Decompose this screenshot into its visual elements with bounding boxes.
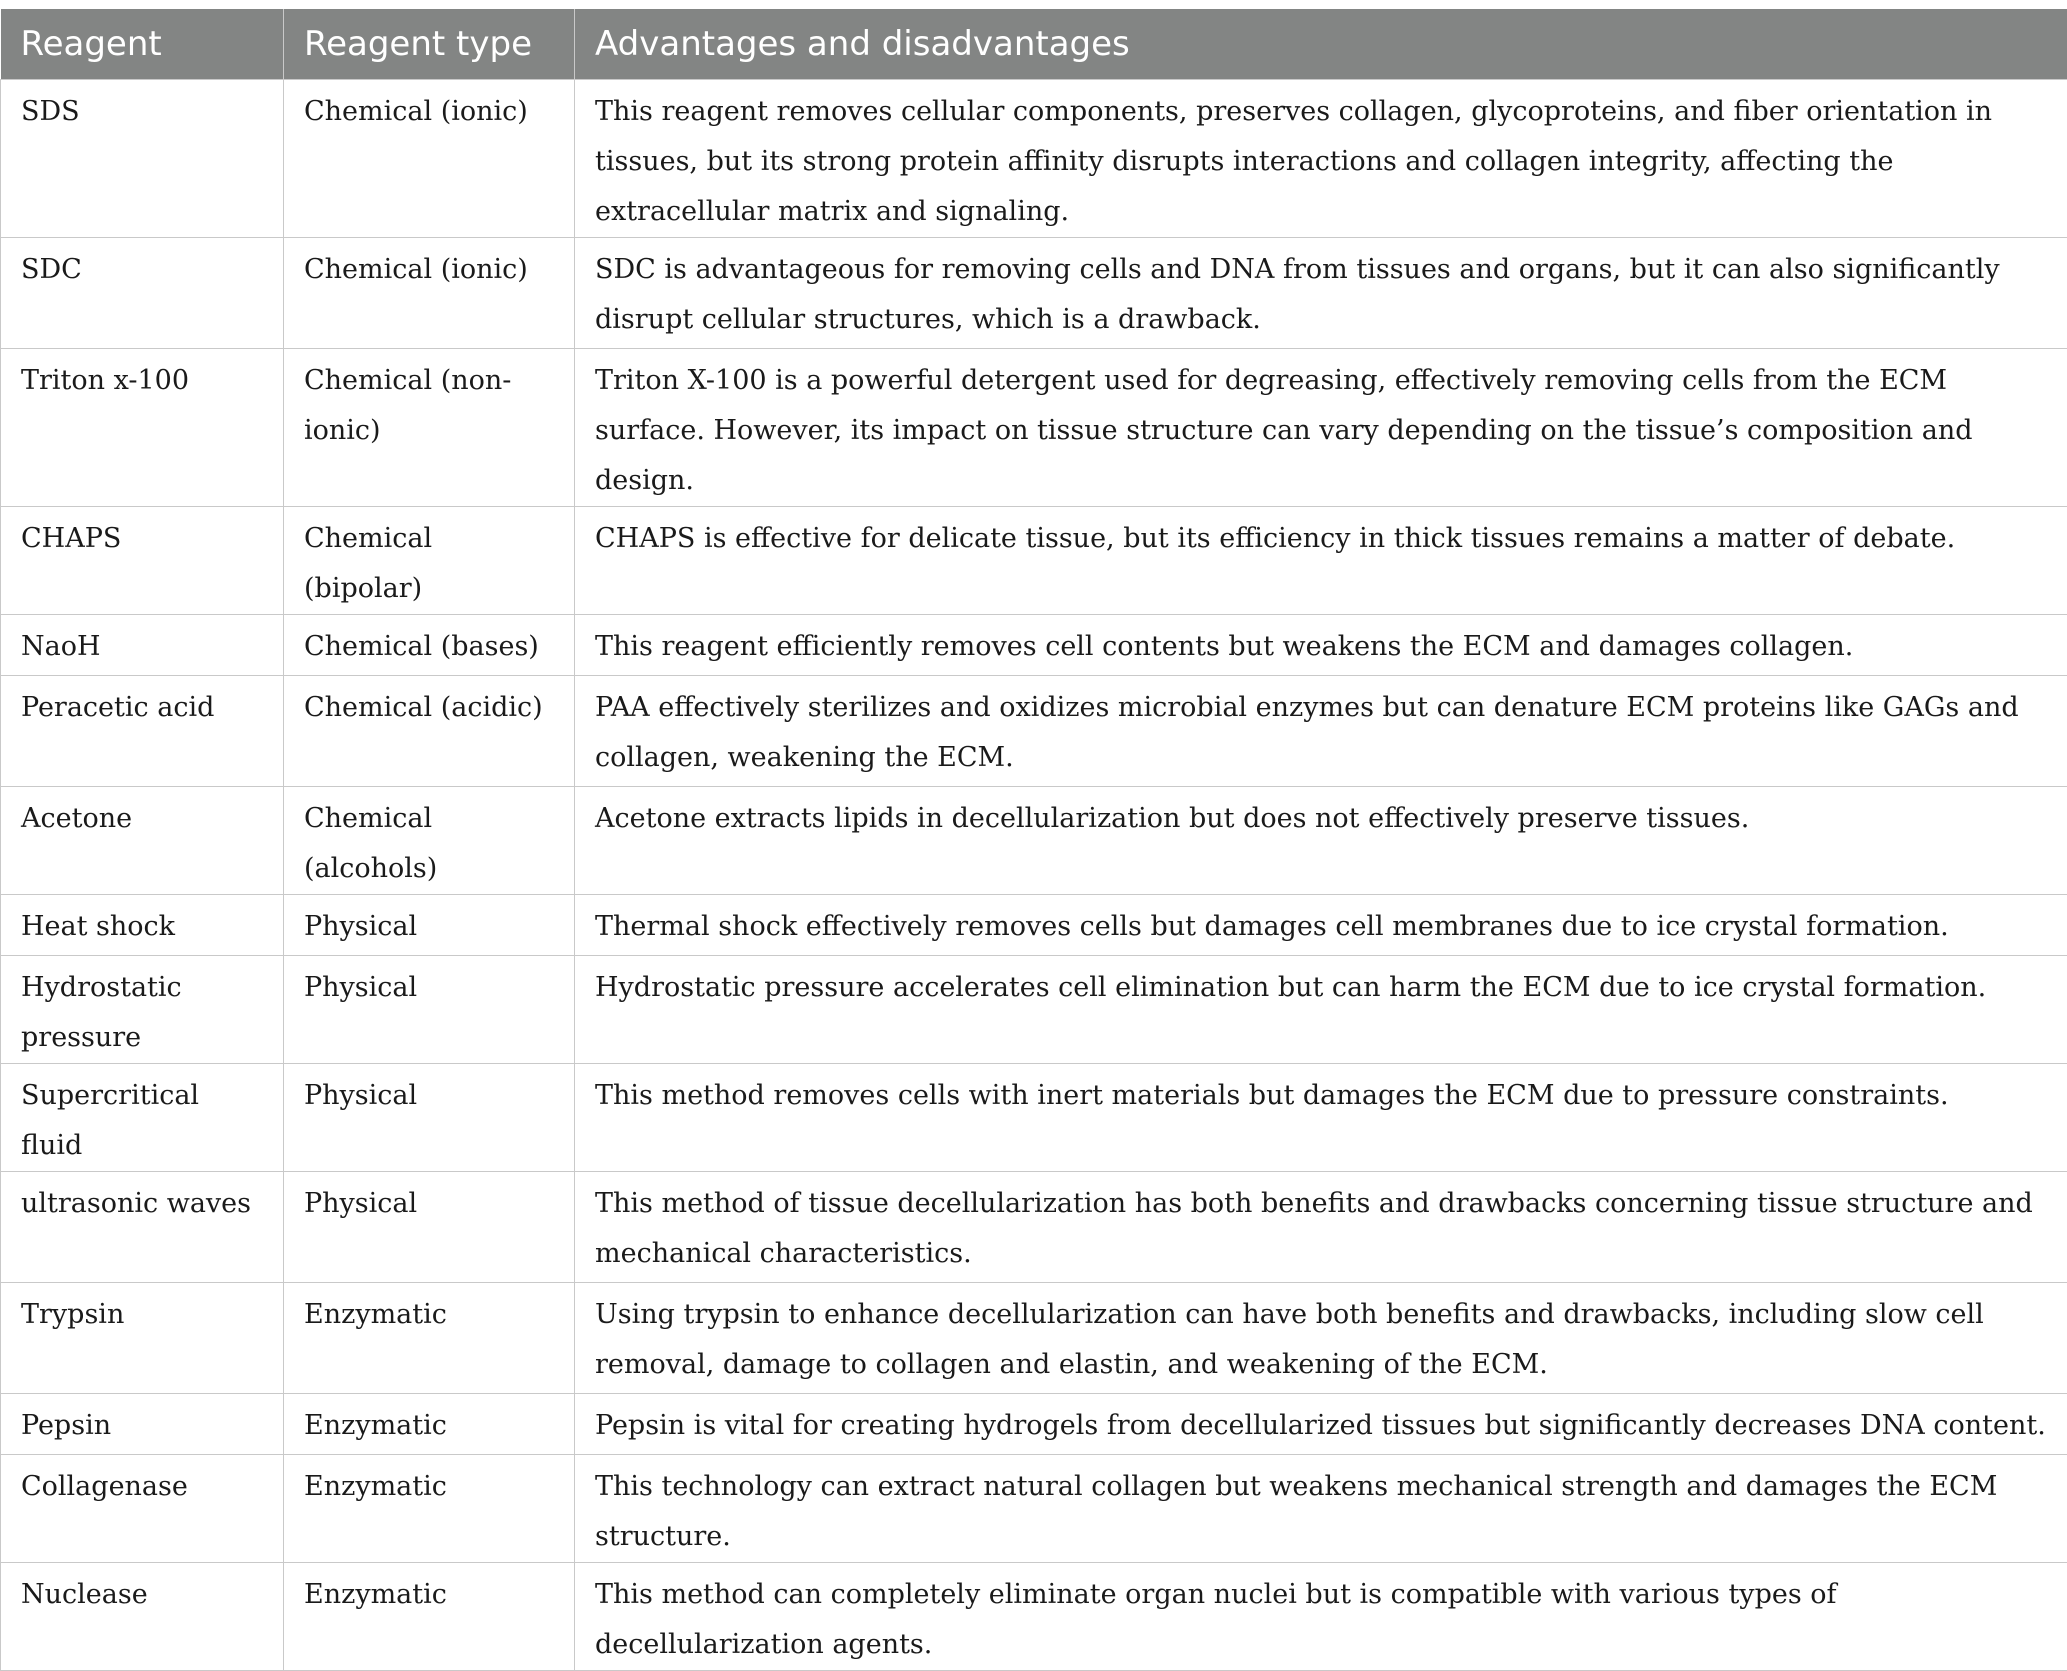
advantages-cell-text: SDC is advantageous for removing cells and DNA from tissues and organs, but it can also significantly disrupt cellular structures, which is a drawback. [595, 245, 2049, 345]
advantages-cell-text: PAA effectively sterilizes and oxidizes microbial enzymes but can denature ECM proteins like GAGs and collagen, weakening the ECM. [595, 683, 2049, 783]
reagent-type-cell [284, 506, 575, 614]
reagent-type-cell [284, 1282, 575, 1393]
reagent-type-cell-text: Enzymatic [304, 1462, 556, 1512]
advantages-cell [575, 1282, 2067, 1393]
advantages-cell [575, 786, 2067, 894]
table-row [1, 894, 2067, 955]
advantages-cell-text: Triton X-100 is a powerful detergent used for degreasing, effectively removing cells from the ECM surface. However, its impact on tissue structure can vary depending on the tissue’s composition and design. [595, 356, 2049, 506]
table-row [1, 1454, 2067, 1562]
reagent-cell-text: Peracetic acid [21, 683, 265, 733]
advantages-cell [575, 955, 2067, 1063]
reagent-type-cell-text: Enzymatic [304, 1290, 556, 1340]
advantages-cell-text: This technology can extract natural collagen but weakens mechanical strength and damages the ECM structure. [595, 1462, 2049, 1562]
advantages-cell-text: This method removes cells with inert materials but damages the ECM due to pressure constraints. [595, 1071, 2049, 1121]
advantages-cell [575, 1063, 2067, 1171]
table-row [1, 506, 2067, 614]
reagent-cell-text: NaoH [21, 622, 265, 672]
reagent-type-cell-text: Chemical (acidic) [304, 683, 556, 733]
header-reagent: Reagent [1, 9, 284, 79]
reagent-type-cell-text: Physical [304, 1179, 556, 1229]
advantages-cell [575, 675, 2067, 786]
reagent-cell-text: SDS [21, 87, 265, 137]
advantages-cell-text: This reagent efficiently removes cell contents but weakens the ECM and damages collagen. [595, 622, 2049, 672]
reagent-cell-text: Pepsin [21, 1401, 265, 1451]
table-row [1, 79, 2067, 237]
reagent-cell [1, 1454, 284, 1562]
table-row [1, 1171, 2067, 1282]
advantages-cell [575, 79, 2067, 237]
advantages-cell [575, 237, 2067, 348]
reagent-cell [1, 1171, 284, 1282]
reagent-cell [1, 955, 284, 1063]
reagent-type-cell-text: Physical [304, 1071, 556, 1121]
reagent-cell-text: ultrasonic waves [21, 1179, 265, 1229]
reagent-cell [1, 675, 284, 786]
reagent-cell-text: Collagenase [21, 1462, 265, 1512]
table-row [1, 1393, 2067, 1454]
reagent-type-cell [284, 894, 575, 955]
reagent-type-cell-text: Enzymatic [304, 1570, 556, 1620]
reagent-cell-text: Hydrostatic pressure [21, 963, 265, 1063]
reagent-type-cell-text: Chemical (alcohols) [304, 794, 556, 894]
reagent-type-cell-text: Chemical (ionic) [304, 87, 556, 137]
reagent-type-cell [284, 237, 575, 348]
reagent-cell-text: Acetone [21, 794, 265, 844]
reagent-type-cell [284, 348, 575, 506]
advantages-cell-text: Using trypsin to enhance decellularization can have both benefits and drawbacks, including slow cell removal, damage to collagen and elastin, and weakening of the ECM. [595, 1290, 2049, 1390]
reagent-cell [1, 348, 284, 506]
reagent-cell-text: CHAPS [21, 514, 265, 564]
table-row [1, 786, 2067, 894]
reagent-type-cell [284, 79, 575, 237]
advantages-cell [575, 1454, 2067, 1562]
reagent-cell-text: Heat shock [21, 902, 265, 952]
advantages-cell-text: Pepsin is vital for creating hydrogels from decellularized tissues but significantly decreases DNA content. [595, 1401, 2049, 1451]
advantages-cell [575, 348, 2067, 506]
reagent-cell [1, 1562, 284, 1670]
reagent-cell-text: Trypsin [21, 1290, 265, 1340]
advantages-cell-text: Thermal shock effectively removes cells but damages cell membranes due to ice crystal formation. [595, 902, 2049, 952]
header-advantages-disadvantages: Advantages and disadvantages [575, 9, 2067, 79]
reagent-cell [1, 1282, 284, 1393]
advantages-cell-text: This method can completely eliminate organ nuclei but is compatible with various types of decellularization agents. [595, 1570, 2049, 1670]
reagent-type-cell-text: Chemical (bipolar) [304, 514, 556, 614]
reagent-type-cell-text: Chemical (bases) [304, 622, 556, 672]
reagent-type-cell-text: Chemical (ionic) [304, 245, 556, 295]
reagent-cell-text: Triton x-100 [21, 356, 265, 406]
reagent-cell [1, 614, 284, 675]
reagent-cell [1, 786, 284, 894]
reagent-cell [1, 894, 284, 955]
reagent-cell [1, 506, 284, 614]
reagent-type-cell [284, 786, 575, 894]
advantages-cell [575, 1171, 2067, 1282]
reagent-type-cell-text: Enzymatic [304, 1401, 556, 1451]
advantages-cell [575, 506, 2067, 614]
table-row [1, 348, 2067, 506]
reagent-type-cell [284, 1393, 575, 1454]
table-row [1, 237, 2067, 348]
table-row [1, 1282, 2067, 1393]
reagent-type-cell [284, 1063, 575, 1171]
advantages-cell [575, 1562, 2067, 1670]
advantages-cell-text: Acetone extracts lipids in decellularization but does not effectively preserve tissues. [595, 794, 2049, 844]
reagent-table [0, 9, 2067, 1671]
advantages-cell [575, 614, 2067, 675]
reagent-type-cell [284, 675, 575, 786]
advantages-cell [575, 894, 2067, 955]
reagent-cell [1, 1063, 284, 1171]
table-header [1, 9, 2067, 79]
advantages-cell-text: CHAPS is effective for delicate tissue, but its efficiency in thick tissues remains a matter of debate. [595, 514, 2049, 564]
header-row [1, 9, 2067, 79]
reagent-type-cell [284, 1562, 575, 1670]
advantages-cell [575, 1393, 2067, 1454]
advantages-cell-text: This reagent removes cellular components, preserves collagen, glycoproteins, and fiber orientation in tissues, but its strong protein affinity disrupts interactions and collagen integrity, affecting the extracellular matrix and signaling. [595, 87, 2049, 237]
reagent-cell-text: Supercritical fluid [21, 1071, 265, 1171]
advantages-cell-text: Hydrostatic pressure accelerates cell elimination but can harm the ECM due to ice crystal formation. [595, 963, 2049, 1013]
table-row [1, 614, 2067, 675]
reagent-type-cell [284, 955, 575, 1063]
reagent-cell [1, 237, 284, 348]
table-row [1, 675, 2067, 786]
reagent-table-container [0, 9, 2067, 1671]
reagent-cell-text: Nuclease [21, 1570, 265, 1620]
reagent-type-cell [284, 1171, 575, 1282]
table-row [1, 1063, 2067, 1171]
reagent-type-cell-text: Physical [304, 963, 556, 1013]
advantages-cell-text: This method of tissue decellularization has both benefits and drawbacks concerning tissue structure and mechanical characteristics. [595, 1179, 2049, 1279]
reagent-type-cell-text: Chemical (non-ionic) [304, 356, 556, 456]
reagent-cell-text: SDC [21, 245, 265, 295]
table-row [1, 955, 2067, 1063]
reagent-type-cell [284, 1454, 575, 1562]
header-reagent-type: Reagent type [284, 9, 575, 79]
reagent-cell [1, 1393, 284, 1454]
table-row [1, 1562, 2067, 1670]
table-body [1, 79, 2067, 1670]
reagent-type-cell-text: Physical [304, 902, 556, 952]
reagent-cell [1, 79, 284, 237]
reagent-type-cell [284, 614, 575, 675]
